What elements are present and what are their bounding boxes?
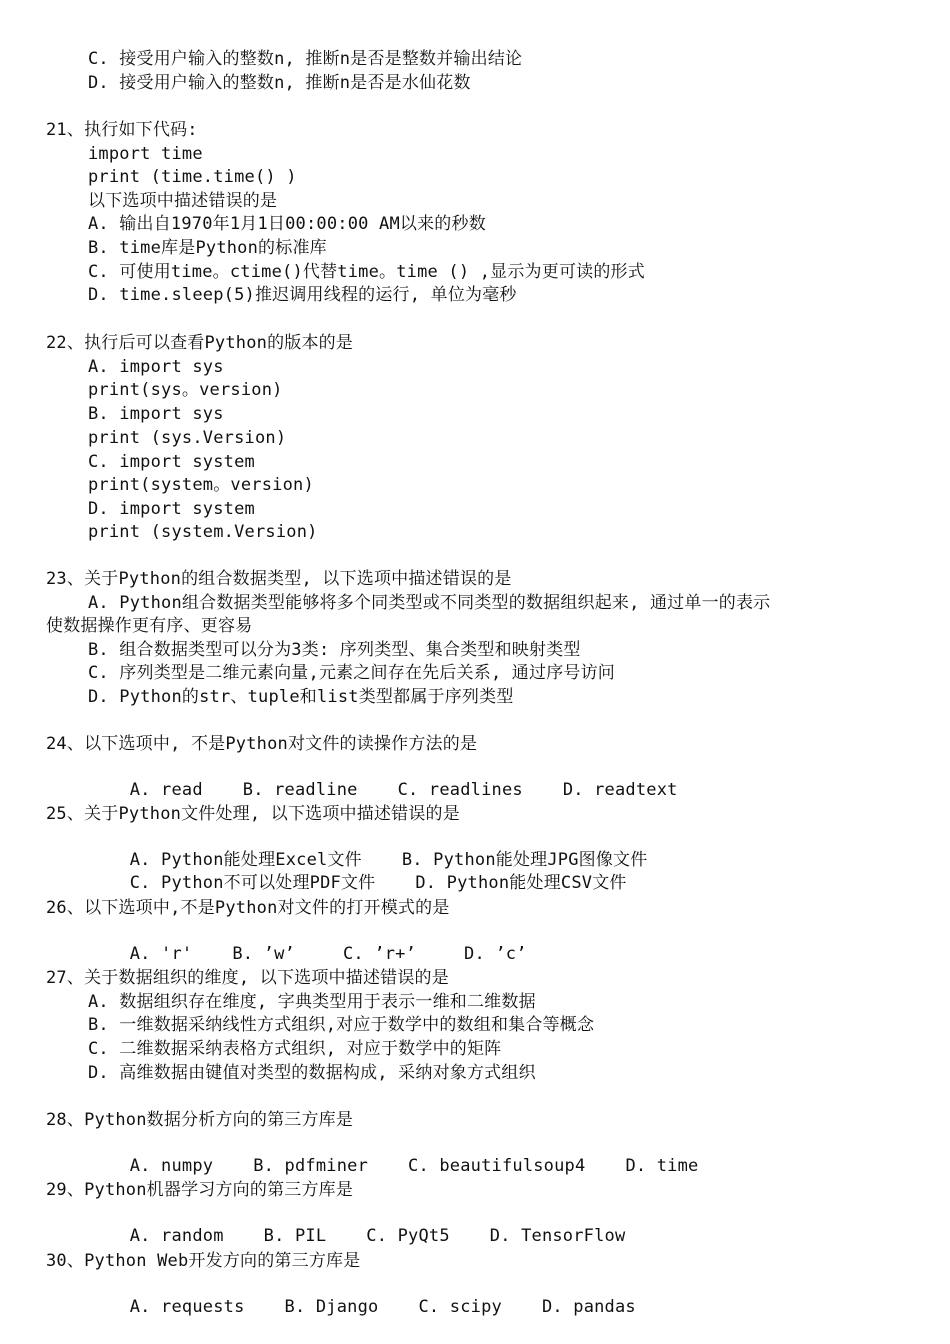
- q23-option-a-line-1: A. Python组合数据类型能够将多个同类型或不同类型的数据组织起来, 通过单一的表示: [88, 593, 771, 613]
- q26-stem: 26、以下选项中,不是Python对文件的打开模式的是: [46, 898, 450, 918]
- q29-option-a: A. random: [129, 1226, 224, 1246]
- q22-stem: 22、执行后可以查看Python的版本的是: [46, 333, 354, 353]
- q22-option-d-line-2: print (system.Version): [88, 522, 318, 542]
- q23-option-d: D. Python的str、tuple和list类型都属于序列类型: [88, 687, 514, 707]
- prev-option-c: C. 接受用户输入的整数n, 推断n是否是整数并输出结论: [88, 49, 523, 69]
- q30-options: [88, 1274, 636, 1340]
- q27-option-d: D. 高维数据由键值对类型的数据构成, 采纳对象方式组织: [88, 1063, 536, 1083]
- prev-option-d: D. 接受用户输入的整数n, 推断n是否是水仙花数: [88, 73, 471, 93]
- q25-option-d: D. Python能处理CSV文件: [415, 873, 627, 893]
- q25-option-b: B. Python能处理JPG图像文件: [401, 850, 648, 870]
- q26-option-b: B. ’w’: [232, 944, 295, 964]
- q22-option-a-line-1: A. import sys: [88, 357, 224, 377]
- q30-option-a: A. requests: [129, 1297, 245, 1317]
- q24-option-d: D. readtext: [562, 780, 678, 800]
- q28-option-d: D. time: [625, 1156, 699, 1176]
- q28-option-b: B. pdfminer: [253, 1156, 369, 1176]
- q22-option-d-line-1: D. import system: [88, 499, 255, 519]
- q24-option-a: A. read: [129, 780, 203, 800]
- q23-option-a-line-2: 使数据操作更有序、更容易: [46, 616, 253, 636]
- q29-option-b: B. PIL: [263, 1226, 327, 1246]
- q24-option-b: B. readline: [242, 780, 358, 800]
- q28-stem: 28、Python数据分析方向的第三方库是: [46, 1110, 354, 1130]
- q21-option-b: B. time库是Python的标准库: [88, 238, 327, 258]
- q24-option-c: C. readlines: [397, 780, 523, 800]
- q23-option-c: C. 序列类型是二维元素向量,元素之间存在先后关系, 通过序号访问: [88, 663, 616, 683]
- q24-stem: 24、以下选项中, 不是Python对文件的读操作方法的是: [46, 734, 478, 754]
- q26-option-a: A. 'r': [129, 944, 193, 964]
- q21-option-d: D. time.sleep(5)推迟调用线程的运行, 单位为毫秒: [88, 285, 517, 305]
- q30-stem: 30、Python Web开发方向的第三方库是: [46, 1251, 361, 1271]
- q23-option-b: B. 组合数据类型可以分为3类: 序列类型、集合类型和映射类型: [88, 640, 581, 660]
- q27-option-c: C. 二维数据采纳表格方式组织, 对应于数学中的矩阵: [88, 1039, 502, 1059]
- q26-option-c: C. ’r+’: [342, 944, 417, 964]
- q21-code-line-2: print (time.time() ): [88, 167, 297, 187]
- q30-option-d: D. pandas: [541, 1297, 636, 1317]
- q21-question: 以下选项中描述错误的是: [88, 191, 278, 211]
- q22-option-a-line-2: print(sys。version): [88, 380, 283, 400]
- q28-option-a: A. numpy: [129, 1156, 214, 1176]
- q27-option-b: B. 一维数据采纳线性方式组织,对应于数学中的数组和集合等概念: [88, 1015, 595, 1035]
- q25-stem: 25、关于Python文件处理, 以下选项中描述错误的是: [46, 804, 460, 824]
- q21-code-line-1: import time: [88, 144, 203, 164]
- q26-option-d: D. ’c’: [464, 944, 527, 964]
- q27-stem: 27、关于数据组织的维度, 以下选项中描述错误的是: [46, 968, 449, 988]
- q25-option-c: C. Python不可以处理PDF文件: [129, 873, 376, 893]
- q21-stem: 21、执行如下代码:: [46, 120, 198, 140]
- q22-option-b-line-2: print (sys.Version): [88, 428, 287, 448]
- q22-option-c-line-2: print(system。version): [88, 475, 314, 495]
- q27-option-a: A. 数据组织存在维度, 字典类型用于表示一维和二维数据: [88, 992, 536, 1012]
- q22-option-b-line-1: B. import sys: [88, 404, 224, 424]
- q29-option-d: D. TensorFlow: [489, 1226, 626, 1246]
- q21-option-c: C. 可使用time。ctime()代替time。time () ,显示为更可读的形式: [88, 262, 645, 282]
- q22-option-c-line-1: C. import system: [88, 452, 255, 472]
- q29-option-c: C. PyQt5: [366, 1226, 450, 1246]
- q30-option-c: C. scipy: [418, 1297, 502, 1317]
- q29-stem: 29、Python机器学习方向的第三方库是: [46, 1180, 354, 1200]
- q23-stem: 23、关于Python的组合数据类型, 以下选项中描述错误的是: [46, 569, 512, 589]
- q28-option-c: C. beautifulsoup4: [408, 1156, 586, 1176]
- q30-option-b: B. Django: [284, 1297, 379, 1317]
- q21-option-a: A. 输出自1970年1月1日00:00:00 AM以来的秒数: [88, 214, 486, 234]
- q25-option-a: A. Python能处理Excel文件: [129, 850, 362, 870]
